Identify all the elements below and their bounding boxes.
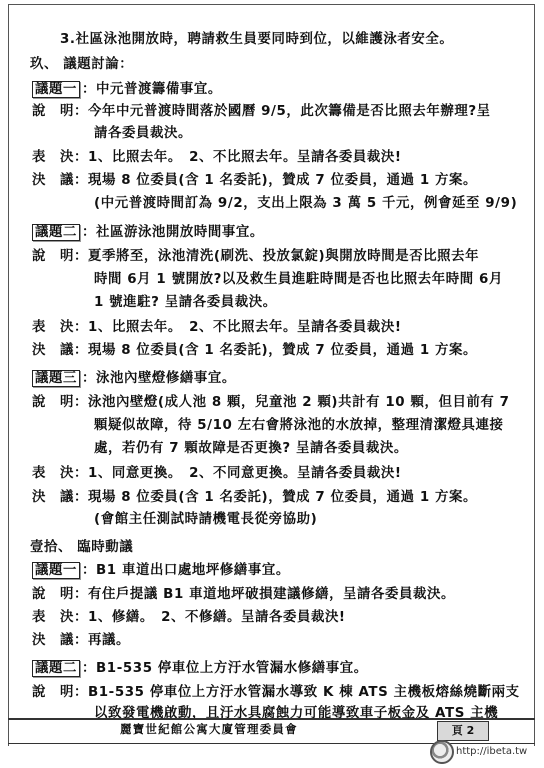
watermark-text: http://ibeta.tw [456,746,528,757]
section-heading-discussion: 玖、 議題討論： [30,57,134,72]
motion-label-1: 議題一 [32,562,80,579]
agenda-3-note: (會館主任測試時請機電長從旁協助) [94,512,318,527]
agenda-3-resolution: 決 議：現場 8 位委員(含 1 名委託)，贊成 7 位委員，通過 1 方案。 [32,490,477,505]
motion-1-vote: 表 決：1、修繕。 2、不修繕。呈請各委員裁決! [32,610,346,625]
motion-2-description: 說 明：B1-535 停車位上方汙水管漏水導致 K 棟 ATS 主機板熔絲燒斷兩支 [32,685,520,700]
agenda-label-3: 議題三 [32,370,80,387]
motion-1-resolution: 決 議：再議。 [32,633,130,648]
agenda-1-title: 議題一 ：中元普渡籌備事宜。 [32,81,222,99]
footer-organization: 麗寶世紀館公寓大廈管理委員會 [120,722,298,736]
motion-1-description: 說 明：有住戶提議 B1 車道地坪破損建議修繕，呈請各委員裁決。 [32,587,455,602]
agenda-2-resolution: 決 議：現場 8 位委員(含 1 名委託)，贊成 7 位委員，通過 1 方案。 [32,343,477,358]
agenda-1-resolution: 決 議：現場 8 位委員(含 1 名委託)，贊成 7 位委員，通過 1 方案。 [32,173,477,188]
note-line-3: 3.社區泳池開放時，聘請救生員要同時到位，以維護泳者安全。 [60,32,454,47]
agenda-1-vote: 表 決：1、比照去年。 2、不比照去年。呈請各委員裁決! [32,150,402,165]
agenda-3-description-cont1: 顆疑似故障，待 5/10 左右會將泳池的水放掉，整理清潔燈具連接 [94,418,504,433]
agenda-3-description: 說 明：泳池內壁燈(成人池 8 顆，兒童池 2 顆)共計有 10 顆，但目前有 7 [32,395,510,410]
agenda-2-title: 議題二 ：社區游泳池開放時間事宜。 [32,224,264,242]
section-heading-extempore: 壹拾、 臨時動議 [30,540,134,555]
agenda-2-vote: 表 決：1、比照去年。 2、不比照去年。呈請各委員裁決! [32,320,402,335]
watermark-logo-icon [430,740,454,764]
agenda-1-description: 說 明：今年中元普渡時間落於國曆 9/5，此次籌備是否比照去年辦理?呈 [32,104,491,119]
agenda-label-1: 議題一 [32,81,80,98]
motion-label-2: 議題二 [32,660,80,677]
agenda-label-2: 議題二 [32,224,80,241]
page-number: 頁 2 [437,721,489,741]
motion-1-title: 議題一 ：B1 車道出口處地坪修繕事宜。 [32,562,290,580]
agenda-3-title: 議題三 ：泳池內壁燈修繕事宜。 [32,370,236,388]
agenda-2-description-cont2: 1 號進駐? 呈請各委員裁決。 [94,295,277,310]
motion-2-title: 議題二 ：B1-535 停車位上方汙水管漏水修繕事宜。 [32,660,368,678]
agenda-1-note: (中元普渡時間訂為 9/2，支出上限為 3 萬 5 千元，例會延至 9/9) [94,196,518,211]
agenda-2-description-cont1: 時間 6月 1 號開放?以及救生員進駐時間是否也比照去年時間 6月 [94,272,503,287]
agenda-3-vote: 表 決：1、同意更換。 2、不同意更換。呈請各委員裁決! [32,466,402,481]
agenda-3-description-cont2: 處，若仍有 7 顆故障是否更換? 呈請各委員裁決。 [94,441,408,456]
agenda-2-description: 說 明：夏季將至，泳池清洗(刷洗、投放氯錠)與開放時間是否比照去年 [32,249,480,264]
agenda-1-description-cont: 請各委員裁決。 [94,126,192,141]
motion-2-description-cont: 以致發電機啟動，且汙水具腐蝕力可能導致車子板金及 ATS 主機 [94,706,499,721]
